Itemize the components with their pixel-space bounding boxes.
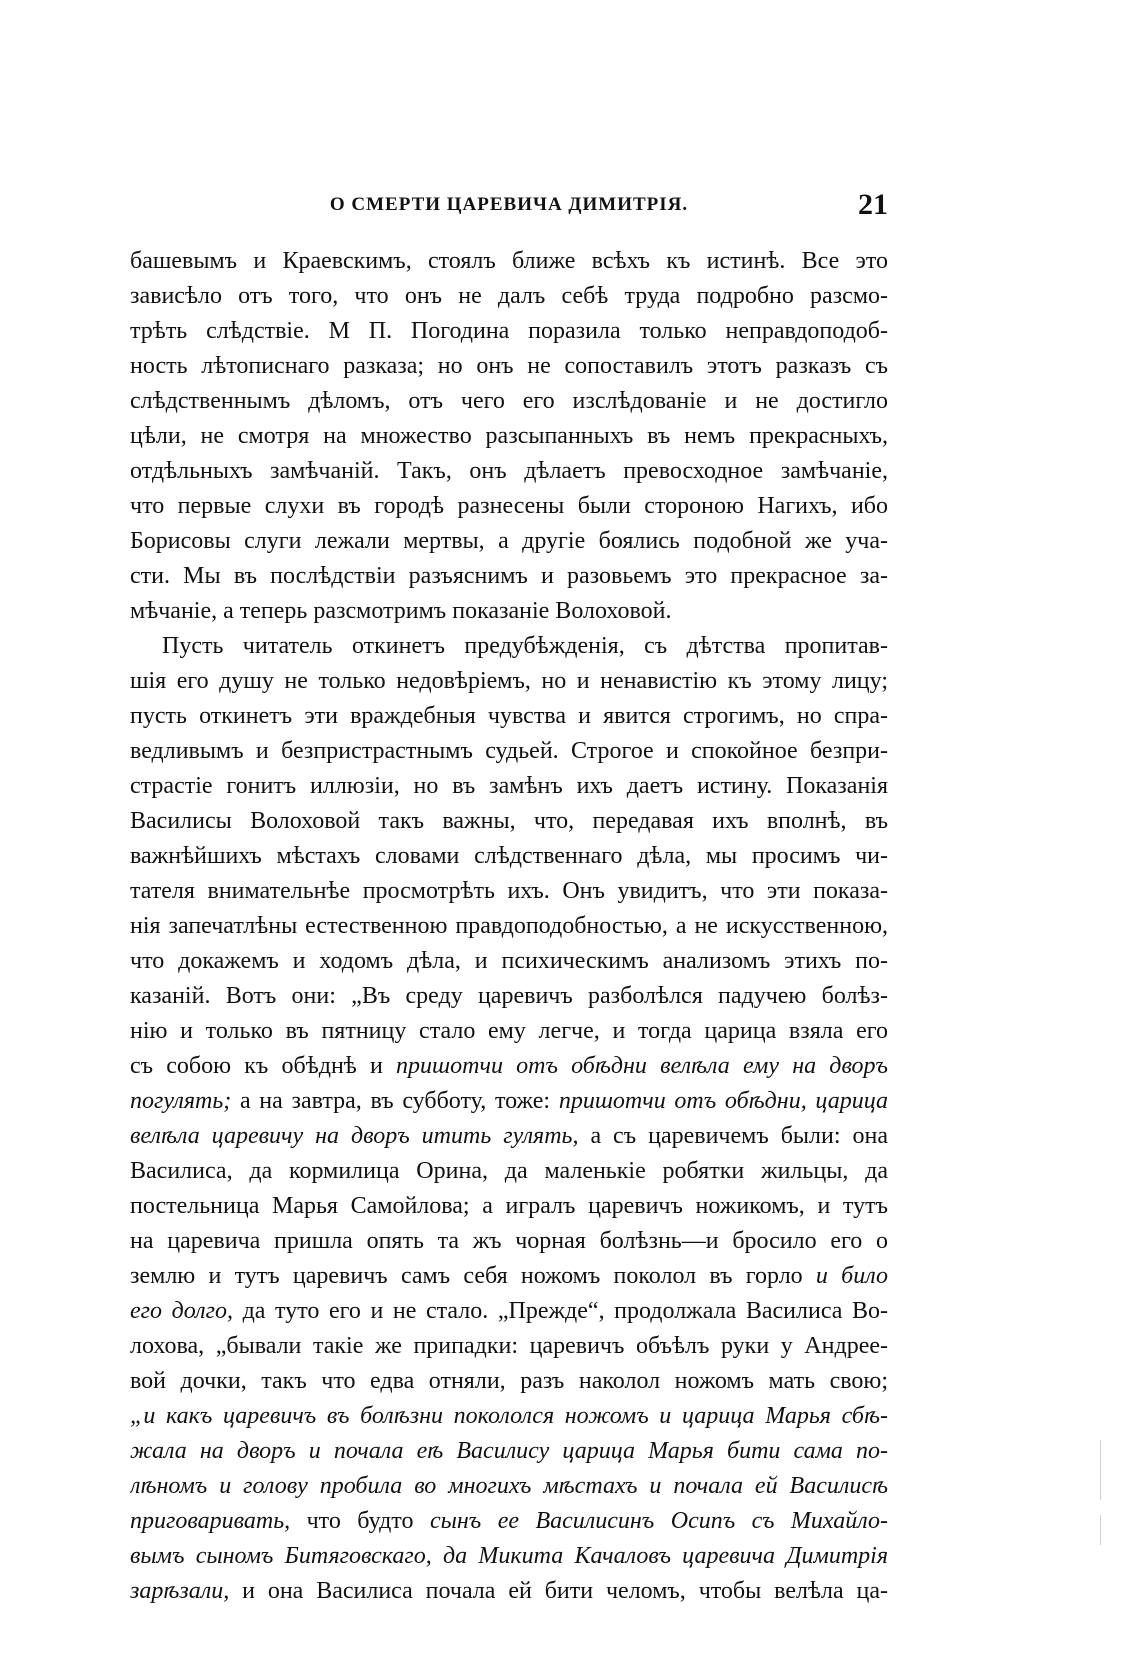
text-run: и она Василиса почала ей бити челомъ, чтобы велѣла ца-	[229, 1578, 888, 1604]
text-line: ведливымъ и безпристрастнымъ судьей. Строгое и спокойное безпри-	[130, 738, 888, 764]
italic-quote: жала на дворъ и почала еѣ Василису царица Марья бити сама по-	[130, 1438, 888, 1464]
text-line: отдѣльныхъ замѣчаній. Такъ, онъ дѣлаетъ превосходное замѣчаніе,	[130, 458, 888, 484]
text-line	[130, 1294, 888, 1329]
text-line: Пусть читатель откинетъ предубѣжденія, съ дѣтства пропитав-	[162, 633, 888, 659]
text-line	[130, 1574, 888, 1609]
text-line: трѣть слѣдствіе. М П. Погодина поразила только неправдоподоб-	[130, 318, 888, 344]
text-run: а съ царевичемъ были: она	[578, 1123, 888, 1149]
text-line: цѣли, не смотря на множество разсыпанныхъ въ немъ прекрасныхъ,	[130, 423, 888, 449]
text-line	[130, 1119, 888, 1154]
italic-quote: его долго,	[130, 1298, 233, 1324]
text-line: шія его душу не только недовѣріемъ, но и ненавистію къ этому лицу;	[130, 668, 888, 694]
text-line: Василиса, да кормилица Орина, да маленькіе робятки жильцы, да	[130, 1158, 888, 1184]
text-line: нію и только въ пятницу стало ему легче, и тогда царица взяла его	[130, 1018, 888, 1044]
text-line: постельница Марья Самойлова; а игралъ царевичъ ножикомъ, и тутъ	[130, 1193, 888, 1219]
text-line: важнѣйшихъ мѣстахъ словами слѣдственнаго дѣла, мы просимъ чи-	[130, 843, 888, 869]
text-line: Василисы Волоховой такъ важны, что, передавая ихъ вполнѣ, въ	[130, 808, 888, 834]
text-line	[130, 1434, 888, 1469]
body-text	[130, 244, 888, 1609]
text-line: зависѣло отъ того, что онъ не далъ себѣ труда подробно разсмо-	[130, 283, 888, 309]
italic-quote: погулять;	[130, 1088, 232, 1114]
scan-artifact	[1100, 1515, 1101, 1545]
text-run: да туто его и не стало. „Прежде“, продолжала Василиса Во-	[232, 1298, 888, 1324]
text-run: а на завтра, въ субботу, тоже:	[231, 1088, 559, 1114]
text-line	[130, 1049, 888, 1084]
text-line	[130, 1504, 888, 1539]
text-line: башевымъ и Краевскимъ, стоялъ ближе всѣхъ къ истинѣ. Все это	[130, 248, 888, 274]
text-line	[130, 1399, 888, 1434]
italic-quote: сынъ ее Василисинъ Осипъ съ Михайло-	[429, 1508, 888, 1534]
italic-quote: пришотчи отъ обѣдни велѣла ему на дворъ	[396, 1053, 888, 1079]
text-line: нія запечатлѣны естественною правдоподобностью, а не искусственною,	[130, 913, 888, 939]
text-line	[130, 1084, 888, 1119]
text-line: тателя внимательнѣе просмотрѣть ихъ. Онъ увидитъ, что эти показа-	[130, 878, 888, 904]
text-line	[130, 1259, 888, 1294]
text-line: лохова, „бывали такіе же припадки: царевичъ объѣлъ руки у Андрее-	[130, 1333, 888, 1359]
text-line: слѣдственнымъ дѣломъ, отъ чего его изслѣдованіе и не достигло	[130, 388, 888, 414]
text-line: вой дочки, такъ что едва отняли, разъ наколол ножомъ мать свою;	[130, 1368, 888, 1394]
italic-quote: приговаривать,	[130, 1508, 291, 1534]
running-head	[130, 188, 888, 222]
text-line: что докажемъ и ходомъ дѣла, и психическимъ анализомъ этихъ по-	[130, 948, 888, 974]
text-line: казаній. Вотъ они: „Въ среду царевичъ разболѣлся падучею болѣз-	[130, 983, 888, 1009]
text-line: что первые слухи въ городѣ разнесены были стороною Нагихъ, ибо	[130, 493, 888, 519]
text-line: пусть откинетъ эти враждебныя чувства и явится строгимъ, но спра-	[130, 703, 888, 729]
text-line	[130, 1539, 888, 1574]
text-run: землю и тутъ царевичъ самъ себя ножомъ поколол въ горло	[130, 1263, 816, 1289]
text-line: страстіе гонитъ иллюзіи, но въ замѣнъ ихъ даетъ истину. Показанія	[130, 773, 888, 799]
text-line: на царевича пришла опять та жъ чорная болѣзнь—и бросило его о	[130, 1228, 888, 1254]
italic-quote: вымъ сыномъ Битяговскаго, да Микита Качаловъ царевича Димитрія	[130, 1543, 888, 1569]
page-number: 21	[858, 188, 888, 221]
text-line: сти. Мы въ послѣдствіи разъяснимъ и разовьемъ это прекрасное за-	[130, 563, 888, 589]
italic-quote: пришотчи отъ обѣдни, царица	[558, 1088, 888, 1114]
text-run: что будто	[290, 1508, 430, 1534]
italic-quote: зарѣзали,	[130, 1578, 230, 1604]
text-run: съ собою къ обѣднѣ и	[130, 1053, 397, 1079]
text-line: ность лѣтописнаго разказа; но онъ не сопоставилъ этотъ разказъ съ	[130, 353, 888, 379]
italic-quote: и било	[815, 1263, 888, 1289]
italic-quote: велѣла царевичу на дворъ итить гулять,	[130, 1123, 579, 1149]
italic-quote: „и какъ царевичъ въ болѣзни покололся ножомъ и царица Марья сбѣ-	[130, 1403, 888, 1429]
italic-quote: лѣномъ и голову пробила во многихъ мѣстахъ и почала ей Василисѣ	[130, 1473, 888, 1499]
text-line: Борисовы слуги лежали мертвы, а другіе боялись подобной же уча-	[130, 528, 888, 554]
scan-artifact	[1100, 1440, 1101, 1500]
text-line: мѣчаніе, а теперь разсмотримъ показаніе Волоховой.	[130, 598, 672, 624]
text-line	[130, 1469, 888, 1504]
running-title: О СМЕРТИ ЦАРЕВИЧА ДИМИТРІЯ.	[329, 194, 689, 215]
